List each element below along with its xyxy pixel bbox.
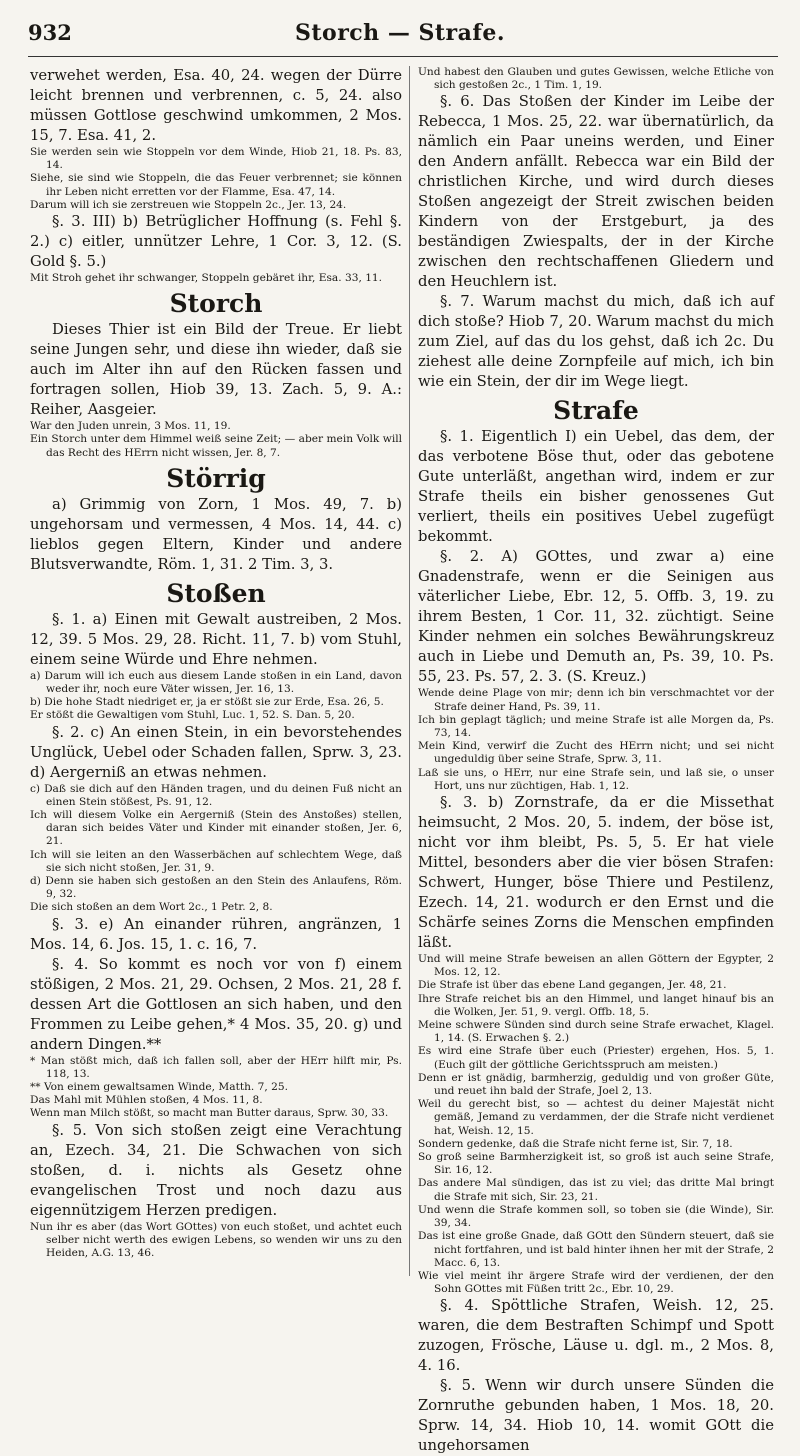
citation-line: Sondern gedenke, daß die Strafe nicht ferne ist, Sir. 7, 18.	[418, 1137, 733, 1150]
citation-line: c) Daß sie dich auf den Händen tragen, und du deinen Fuß nicht an einen Stein stößest, Ps. 91, 12.	[30, 782, 402, 808]
citation-line: Und wenn die Strafe kommen soll, so toben sie (die Winde), Sir. 39, 34.	[418, 1203, 774, 1230]
body-paragraph: §. 2. c) An einen Stein, in ein bevorstehendes Unglück, Uebel oder Schaden fallen, Sprw. 3, 23. d) Aergerniß an etwas nehmen.	[30, 723, 402, 781]
citation-line: Und habest den Glauben und gutes Gewissen, welche Etliche von sich gestoßen 2c., 1 Tim. 1, 19.	[418, 66, 774, 92]
citation-line: Laß sie uns, o HErr, nur eine Strafe sein, und laß sie, o unser Hort, uns nur züchtigen, Hab. 1, 12.	[418, 766, 774, 792]
running-title: Storch — Strafe.	[294, 20, 506, 46]
body-paragraph: §. 3. e) An einander rühren, angränzen, 1 Mos. 14, 6. Jos. 15, 1. c. 16, 7.	[30, 915, 402, 953]
body-paragraph: §. 2. A) GOttes, und zwar a) eine Gnadenstrafe, wenn er die Seinigen aus väterlicher Liebe, Ebr. 12, 5. Offb. 3, 19. zu ihrem Besten, 1 Cor. 11, 32. züchtigt. Seine Kinder nehmen ein solches Bewährungskreuz auch in Liebe und Demuth an, Ps. 39, 10. Ps. 55, 23. Ps. 57, 2. 3. (S. Kreuz.)	[418, 548, 774, 686]
citation-line: Meine schwere Sünden sind durch seine Strafe erwachet, Klagel. 1, 14. (S. Erwachen §. 2.)	[418, 1019, 774, 1045]
citation-line: Ich will sie leiten an den Wasserbächen auf schlechtem Wege, daß sie sich nicht stoßen, Jer. 31, 9.	[30, 848, 402, 874]
citation-line: Das andere Mal sündigen, das ist zu viel; das dritte Mal bringt die Strafe mit sich, Sir. 23, 21.	[418, 1177, 774, 1203]
body-paragraph: verwehet werden, Esa. 40, 24. wegen der Dürre leicht brennen und verbrennen, c. 5, 24. also müssen Gottlose geschwind umkommen, 2 Mos. 15, 7. Esa. 41, 2.	[30, 67, 402, 144]
body-paragraph: a) Grimmig von Zorn, 1 Mos. 49, 7. b) ungehorsam und vermessen, 4 Mos. 14, 44. c) lieblos gegen Eltern, Kinder und andere Blutsverwandte, Röm. 1, 31. 2 Tim. 3, 3.	[30, 495, 402, 573]
citation-line: Das Mahl mit Mühlen stoßen, 4 Mos. 11, 8.	[30, 1094, 263, 1107]
citation-line: d) Denn sie haben sich gestoßen an den Stein des Anlaufens, Röm. 9, 32.	[30, 875, 402, 901]
citation-line: Siehe, sie sind wie Stoppeln, die das Feuer verbrennet; sie können ihr Leben nicht erretten vor der Flamme, Esa. 47, 14.	[30, 172, 402, 198]
body-paragraph: §. 1. Eigentlich I) ein Uebel, das dem, der das verbotene Böse thut, oder das gebotene Gute unterläßt, angethan wird, indem er zur Strafe theils ein bisher genossenes Gut verliert, theils ein positives Uebel zugefügt bekommt.	[418, 428, 774, 546]
citation-line: Er stößt die Gewaltigen vom Stuhl, Luc. 1, 52. S. Dan. 5, 20.	[30, 709, 355, 722]
citation-line: Das ist eine große Gnade, daß GOtt den Sündern steuert, daß sie nicht fortfahren, und ist bald hinter ihnen her mit der Strafe, 2 Macc. 6, 13.	[418, 1230, 774, 1269]
citation-line: Ein Storch unter dem Himmel weiß seine Zeit; — aber mein Volk will das Recht des HErrn nicht wissen, Jer. 8, 7.	[30, 433, 402, 459]
citation-line: Ihre Strafe reichet bis an den Himmel, und langet hinauf bis an die Wolken, Jer. 51, 9. vergl. Offb. 18, 5.	[418, 992, 774, 1018]
citation-line: Mit Stroh gehet ihr schwanger, Stoppeln gebäret ihr, Esa. 33, 11.	[30, 272, 383, 285]
citation-line: Darum will ich sie zerstreuen wie Stoppeln 2c., Jer. 13, 24.	[30, 198, 347, 211]
body-paragraph: §. 5. Wenn wir durch unsere Sünden die Zornruthe gebunden haben, 1 Mos. 18, 20. Sprw. 14, 34. Hiob 10, 14. womit GOtt die ungehorsamen	[418, 1377, 774, 1455]
citation-line: Ich will diesem Volke ein Aergerniß (Stein des Anstoßes) stellen, daran sich beides Väter und Kinder mit einander stoßen, Jer. 6, 21.	[30, 809, 402, 848]
entry-headword: Störrig	[166, 463, 266, 493]
citation-line: a) Darum will ich euch aus diesem Lande stoßen in ein Land, davon weder ihr, noch eure Väter wissen, Jer. 16, 13.	[30, 669, 402, 696]
citation-line: War den Juden unrein, 3 Mos. 11, 19.	[30, 420, 231, 433]
citation-line: Es wird eine Strafe über euch (Priester) ergehen, Hos. 5, 1. (Euch gilt der göttliche Gerichtsspruch am meisten.)	[418, 1045, 774, 1071]
entry-headword: Stoßen	[166, 578, 266, 608]
body-paragraph: §. 5. Von sich stoßen zeigt eine Verachtung an, Ezech. 34, 21. Die Schwachen von sich stoßen, d. i. nichts als Gesetz ohne evangelischen Trost und noch dazu aus eigennützigem Herzen predigen.	[30, 1121, 402, 1219]
left-column	[30, 66, 402, 1260]
citation-line: Nun ihr es aber (das Wort GOttes) von euch stoßet, und achtet euch selber nicht werth des ewigen Lebens, so wenden wir uns zu den Heiden, A.G. 13, 46.	[30, 1220, 402, 1260]
citation-line: Denn er ist gnädig, barmherzig, geduldig und von großer Güte, und reuet ihn bald der Strafe, Joel 2, 13.	[418, 1071, 774, 1098]
right-column	[418, 66, 774, 1456]
body-paragraph: §. 1. a) Einen mit Gewalt austreiben, 2 Mos. 12, 39. 5 Mos. 29, 28. Richt. 11, 7. b) vom Stuhl, einem seine Würde und Ehre nehmen.	[30, 610, 402, 668]
running-header	[28, 20, 772, 54]
entry-headword: Storch	[169, 289, 263, 319]
citation-line: Die sich stoßen an dem Wort 2c., 1 Petr. 2, 8.	[30, 901, 273, 914]
header-rule	[28, 56, 778, 57]
citation-line: Die Strafe ist über das ebene Land gegangen, Jer. 48, 21.	[418, 979, 727, 992]
citation-line: Wende deine Plage von mir; denn ich bin verschmachtet vor der Strafe deiner Hand, Ps. 39, 11.	[418, 687, 774, 713]
citation-line: Mein Kind, verwirf die Zucht des HErrn nicht; und sei nicht ungeduldig über seine Strafe, Sprw. 3, 11.	[418, 740, 774, 766]
body-paragraph: §. 3. b) Zornstrafe, da er die Missethat heimsucht, 2 Mos. 20, 5. indem, der böse ist, nicht vor ihm bleibt, Ps. 5, 5. Er hat viele Mittel, besonders aber die vier bösen Strafen: Schwert, Hunger, böse Thiere und Pestilenz, Ezech. 14, 21. wodurch er den Ernst und die Schärfe seines Zorns die Menschen empfinden läßt.	[418, 794, 774, 952]
page-number: 932	[28, 20, 72, 45]
body-paragraph: §. 7. Warum machst du mich, daß ich auf dich stoße? Hiob 7, 20. Warum machst du mich zum Ziel, auf das du los gehst, daß ich 2c. Du ziehest alle deine Zornpfeile auf mich, ich bin wie ein Stein, der dir im Wege liegt.	[418, 293, 774, 391]
body-paragraph: Dieses Thier ist ein Bild der Treue. Er liebt seine Jungen sehr, und diese ihn wieder, daß sie auch im Alter ihn auf den Rücken fassen und fortragen sollen, Hiob 39, 13. Zach. 5, 9. A.: Reiher, Aasgeier.	[30, 321, 402, 419]
citation-line: Weil du gerecht bist, so — achtest du deiner Majestät nicht gemäß, Jemand zu verdammen, der die Strafe nicht verdienet hat, Weish. 12, 15.	[418, 1098, 774, 1137]
body-paragraph: §. 4. Spöttliche Strafen, Weish. 12, 25. waren, die dem Bestraften Schimpf und Spott zuzogen, Frösche, Läuse u. dgl. m., 2 Mos. 8, 4. 16.	[418, 1297, 774, 1375]
entry-headword: Strafe	[553, 396, 639, 426]
citation-line: Ich bin geplagt täglich; und meine Strafe ist alle Morgen da, Ps. 73, 14.	[418, 713, 774, 740]
citation-line: * Man stößt mich, daß ich fallen soll, aber der HErr hilft mir, Ps. 118, 13.	[30, 1054, 402, 1080]
citation-line: Und will meine Strafe beweisen an allen Göttern der Egypter, 2 Mos. 12, 12.	[418, 953, 774, 979]
body-paragraph: §. 6. Das Stoßen der Kinder im Leibe der Rebecca, 1 Mos. 25, 22. war übernatürlich, da nämlich ein Paar uneins werden, und Einer den Andern anfällt. Rebecca war ein Bild der christlichen Kirche, und wird durch dieses Stoßen angezeigt der Streit zwischen beiden Kindern von der Erstgeburt, ja des beständigen Zwiespalts, der in der Kirche zwischen den rechtschaffenen Gliedern und den Heuchlern ist.	[418, 93, 774, 291]
citation-line: Wie viel meint ihr ärgere Strafe wird der verdienen, der den Sohn GOttes mit Füßen tritt 2c., Ebr. 10, 29.	[418, 1269, 774, 1296]
citation-line: Wenn man Milch stößt, so macht man Butter daraus, Sprw. 30, 33.	[30, 1107, 389, 1120]
body-paragraph: §. 4. So kommt es noch vor von f) einem stößigen, 2 Mos. 21, 29. Ochsen, 2 Mos. 21, 28 f. dessen Art die Gottlosen an sich haben, und den Frommen zu Leibe gehen,* 4 Mos. 35, 20. g) und andern Dingen.**	[30, 955, 402, 1053]
citation-line: So groß seine Barmherzigkeit ist, so groß ist auch seine Strafe, Sir. 16, 12.	[418, 1151, 774, 1177]
citation-line: Sie werden sein wie Stoppeln vor dem Winde, Hiob 21, 18. Ps. 83, 14.	[30, 146, 402, 172]
citation-line: b) Die hohe Stadt niedriget er, ja er stößt sie zur Erde, Esa. 26, 5.	[30, 696, 384, 709]
column-divider	[409, 66, 410, 1276]
citation-line: ** Von einem gewaltsamen Winde, Matth. 7, 25.	[30, 1081, 288, 1094]
body-paragraph: §. 3. III) b) Betrüglicher Hoffnung (s. Fehl §. 2.) c) eitler, unnützer Lehre, 1 Cor. 3, 12. (S. Gold §. 5.)	[30, 213, 402, 271]
